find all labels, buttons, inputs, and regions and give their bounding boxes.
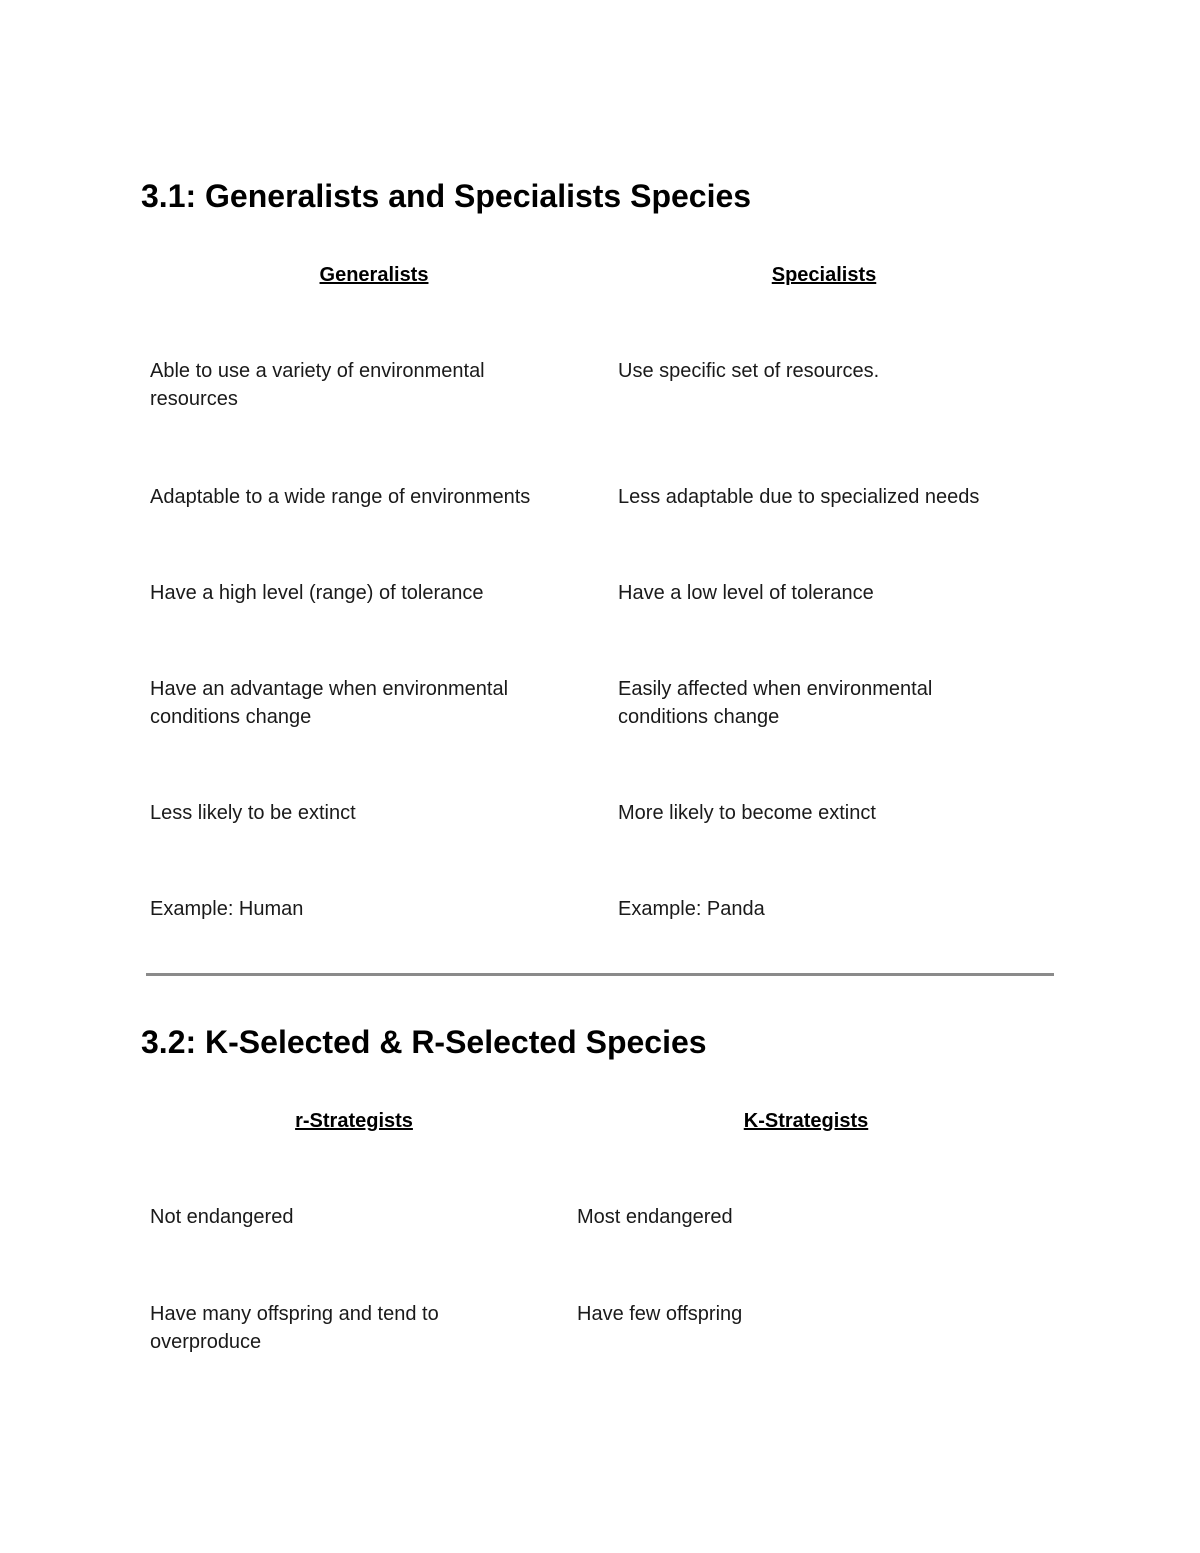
specialists-row-5: More likely to become extinct [618, 802, 876, 824]
specialists-row-3: Have a low level of tolerance [618, 582, 874, 604]
specialists-header: Specialists [771, 264, 877, 286]
generalists-header: Generalists [319, 264, 429, 286]
generalists-row-3: Have a high level (range) of tolerance [150, 582, 484, 604]
k-strategists-header: K-Strategists [743, 1110, 869, 1132]
generalists-row-5: Less likely to be extinct [150, 802, 356, 824]
k-strategists-row-1: Most endangered [577, 1206, 733, 1228]
section-divider [146, 973, 1054, 976]
specialists-row-1: Use specific set of resources. [618, 360, 880, 382]
specialists-row-4: Easily affected when environmental conditions change [618, 678, 933, 728]
generalists-row-6: Example: Human [150, 898, 304, 920]
generalists-row-1: Able to use a variety of environmental resources [150, 360, 485, 410]
k-strategists-row-2: Have few offspring [577, 1303, 743, 1325]
r-strategists-row-2: Have many offspring and tend to overproduce [150, 1303, 439, 1353]
specialists-row-6: Example: Panda [618, 898, 765, 920]
r-strategists-header: r-Strategists [295, 1110, 413, 1132]
generalists-row-2: Adaptable to a wide range of environments [150, 486, 531, 508]
specialists-row-2: Less adaptable due to specialized needs [618, 486, 980, 508]
section-2-title: 3.2: K-Selected & R-Selected Species [141, 1024, 707, 1060]
section-1-title: 3.1: Generalists and Specialists Species [141, 178, 752, 214]
r-strategists-row-1: Not endangered [150, 1206, 294, 1228]
generalists-row-4: Have an advantage when environmental conditions change [150, 678, 509, 728]
